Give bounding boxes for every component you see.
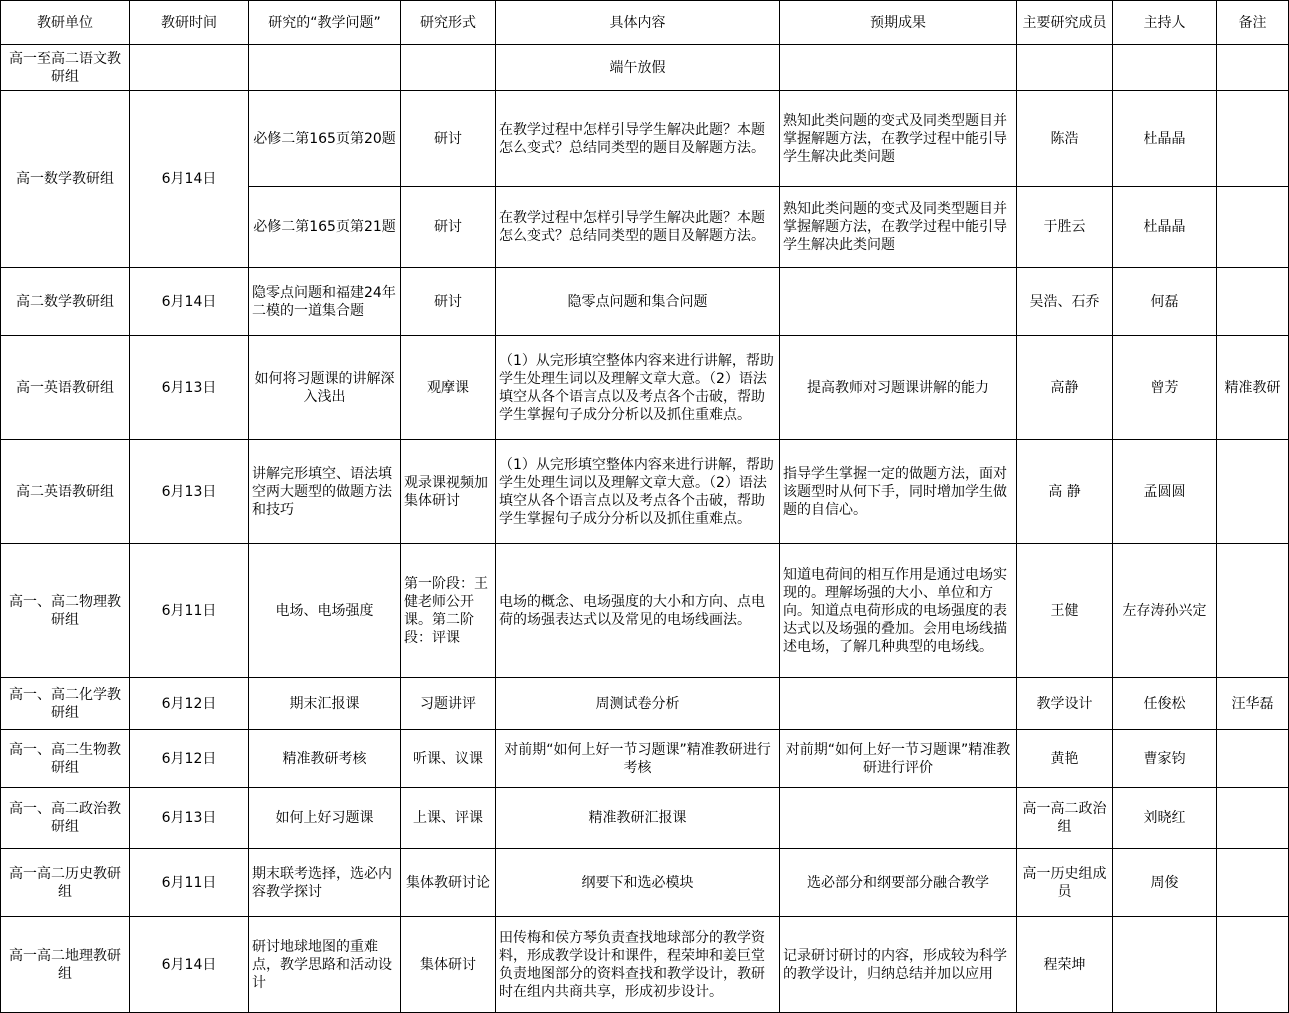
unit-cell: 高一数学教研组 <box>1 91 130 268</box>
time-cell: 6月11日 <box>130 849 249 917</box>
unit-cell: 高一、高二政治教研组 <box>1 788 130 849</box>
problem-cell: 期末汇报课 <box>249 678 401 730</box>
table-row <box>1 91 1289 187</box>
members-cell: 程荣坤 <box>1017 917 1113 1013</box>
form-cell: 第一阶段：王健老师公开课。第二阶段：评课 <box>401 544 496 678</box>
note-cell <box>1217 268 1289 336</box>
note-cell <box>1217 45 1289 91</box>
content-cell: （1）从完形填空整体内容来进行讲解，帮助学生处理生词以及理解文章大意。（2）语法填空从各个语言点以及考点各个击破，帮助学生掌握句子成分分析以及抓住重难点。 <box>496 336 780 440</box>
problem-cell: 期末联考选择，选必内容教学探讨 <box>249 849 401 917</box>
result-cell: 记录研讨研讨的内容，形成较为科学的教学设计，归纳总结并加以应用 <box>780 917 1017 1013</box>
members-cell: 吴浩、石乔 <box>1017 268 1113 336</box>
members-cell: 高一高二政治组 <box>1017 788 1113 849</box>
note-cell <box>1217 91 1289 187</box>
header-host: 主持人 <box>1113 1 1217 45</box>
content-cell: （1）从完形填空整体内容来进行讲解，帮助学生处理生词以及理解文章大意。（2）语法填空从各个语言点以及考点各个击破，帮助学生掌握句子成分分析以及抓住重难点。 <box>496 440 780 544</box>
problem-cell: 讲解完形填空、语法填空两大题型的做题方法和技巧 <box>249 440 401 544</box>
time-cell: 6月14日 <box>130 917 249 1013</box>
result-cell: 熟知此类问题的变式及同类型题目并掌握解题方法，在教学过程中能引导学生解决此类问题 <box>780 187 1017 268</box>
form-cell <box>401 45 496 91</box>
members-cell <box>1017 45 1113 91</box>
content-cell: 隐零点问题和集合问题 <box>496 268 780 336</box>
note-cell: 汪华磊 <box>1217 678 1289 730</box>
result-cell: 提高教师对习题课讲解的能力 <box>780 336 1017 440</box>
host-cell: 曹家钧 <box>1113 730 1217 788</box>
form-cell: 观录课视频加集体研讨 <box>401 440 496 544</box>
problem-cell: 如何将习题课的讲解深入浅出 <box>249 336 401 440</box>
table-row <box>1 544 1289 678</box>
content-cell: 周测试卷分析 <box>496 678 780 730</box>
table-row <box>1 45 1289 91</box>
result-cell <box>780 268 1017 336</box>
problem-cell: 电场、电场强度 <box>249 544 401 678</box>
members-cell: 于胜云 <box>1017 187 1113 268</box>
members-cell: 教学设计 <box>1017 678 1113 730</box>
problem-cell: 隐零点问题和福建24年二模的一道集合题 <box>249 268 401 336</box>
note-cell: 精准教研 <box>1217 336 1289 440</box>
header-content: 具体内容 <box>496 1 780 45</box>
form-cell: 研讨 <box>401 268 496 336</box>
result-cell: 知道电荷间的相互作用是通过电场实现的。理解场强的大小、单位和方向。知道点电荷形成的电场强度的表达式以及场强的叠加。会用电场线描述电场，了解几种典型的电场线。 <box>780 544 1017 678</box>
members-cell: 高 静 <box>1017 440 1113 544</box>
host-cell <box>1113 917 1217 1013</box>
result-cell: 选必部分和纲要部分融合教学 <box>780 849 1017 917</box>
time-cell: 6月13日 <box>130 788 249 849</box>
time-cell: 6月11日 <box>130 544 249 678</box>
members-cell: 黄艳 <box>1017 730 1113 788</box>
problem-cell <box>249 45 401 91</box>
time-cell: 6月14日 <box>130 268 249 336</box>
note-cell <box>1217 788 1289 849</box>
problem-cell: 精准教研考核 <box>249 730 401 788</box>
header-problem: 研究的“教学问题” <box>249 1 401 45</box>
header-form: 研究形式 <box>401 1 496 45</box>
table-row <box>1 336 1289 440</box>
form-cell: 研讨 <box>401 187 496 268</box>
host-cell: 曾芳 <box>1113 336 1217 440</box>
time-cell: 6月12日 <box>130 678 249 730</box>
host-cell: 任俊松 <box>1113 678 1217 730</box>
content-cell: 精准教研汇报课 <box>496 788 780 849</box>
result-cell: 熟知此类问题的变式及同类型题目并掌握解题方法，在教学过程中能引导学生解决此类问题 <box>780 91 1017 187</box>
unit-cell: 高一至高二语文教研组 <box>1 45 130 91</box>
unit-cell: 高一高二地理教研组 <box>1 917 130 1013</box>
unit-cell: 高一英语教研组 <box>1 336 130 440</box>
content-cell: 对前期“如何上好一节习题课”精准教研进行考核 <box>496 730 780 788</box>
form-cell: 研讨 <box>401 91 496 187</box>
unit-cell: 高二英语教研组 <box>1 440 130 544</box>
problem-cell: 必修二第165页第20题 <box>249 91 401 187</box>
result-cell <box>780 788 1017 849</box>
unit-cell: 高一高二历史教研组 <box>1 849 130 917</box>
note-cell <box>1217 730 1289 788</box>
header-members: 主要研究成员 <box>1017 1 1113 45</box>
table-row <box>1 730 1289 788</box>
result-cell <box>780 45 1017 91</box>
table-row <box>1 917 1289 1013</box>
content-cell: 纲要下和选必模块 <box>496 849 780 917</box>
members-cell: 高静 <box>1017 336 1113 440</box>
content-cell: 电场的概念、电场强度的大小和方向、点电荷的场强表达式以及常见的电场线画法。 <box>496 544 780 678</box>
header-row <box>1 1 1289 45</box>
header-result: 预期成果 <box>780 1 1017 45</box>
header-unit: 教研单位 <box>1 1 130 45</box>
problem-cell: 必修二第165页第21题 <box>249 187 401 268</box>
content-cell: 田传梅和侯方琴负责查找地球部分的教学资料，形成教学设计和课件，程荣坤和姜巨堂负责地图部分的资料查找和教学设计，教研时在组内共商共享，形成初步设计。 <box>496 917 780 1013</box>
time-cell: 6月13日 <box>130 440 249 544</box>
problem-cell: 研讨地球地图的重难点，教学思路和活动设计 <box>249 917 401 1013</box>
host-cell: 孟圆圆 <box>1113 440 1217 544</box>
time-cell: 6月14日 <box>130 91 249 268</box>
form-cell: 集体研讨 <box>401 917 496 1013</box>
note-cell <box>1217 440 1289 544</box>
result-cell: 指导学生掌握一定的做题方法，面对该题型时从何下手，同时增加学生做题的自信心。 <box>780 440 1017 544</box>
form-cell: 上课、评课 <box>401 788 496 849</box>
members-cell: 王健 <box>1017 544 1113 678</box>
problem-cell: 如何上好习题课 <box>249 788 401 849</box>
host-cell: 杜晶晶 <box>1113 91 1217 187</box>
host-cell: 左存涛孙兴定 <box>1113 544 1217 678</box>
table-row <box>1 678 1289 730</box>
time-cell: 6月12日 <box>130 730 249 788</box>
host-cell <box>1113 45 1217 91</box>
content-cell: 在教学过程中怎样引导学生解决此题？本题怎么变式？总结同类型的题目及解题方法。 <box>496 91 780 187</box>
host-cell: 周俊 <box>1113 849 1217 917</box>
time-cell: 6月13日 <box>130 336 249 440</box>
form-cell: 习题讲评 <box>401 678 496 730</box>
form-cell: 观摩课 <box>401 336 496 440</box>
note-cell <box>1217 187 1289 268</box>
host-cell: 刘晓红 <box>1113 788 1217 849</box>
table-row <box>1 788 1289 849</box>
members-cell: 陈浩 <box>1017 91 1113 187</box>
note-cell <box>1217 849 1289 917</box>
note-cell <box>1217 544 1289 678</box>
unit-cell: 高一、高二物理教研组 <box>1 544 130 678</box>
unit-cell: 高一、高二化学教研组 <box>1 678 130 730</box>
content-cell: 端午放假 <box>496 45 780 91</box>
form-cell: 集体教研讨论 <box>401 849 496 917</box>
table-row <box>1 849 1289 917</box>
host-cell: 何磊 <box>1113 268 1217 336</box>
table-row <box>1 440 1289 544</box>
unit-cell: 高二数学教研组 <box>1 268 130 336</box>
time-cell <box>130 45 249 91</box>
unit-cell: 高一、高二生物教研组 <box>1 730 130 788</box>
host-cell: 杜晶晶 <box>1113 187 1217 268</box>
result-cell: 对前期“如何上好一节习题课”精准教研进行评价 <box>780 730 1017 788</box>
form-cell: 听课、议课 <box>401 730 496 788</box>
header-time: 教研时间 <box>130 1 249 45</box>
content-cell: 在教学过程中怎样引导学生解决此题？本题怎么变式？总结同类型的题目及解题方法。 <box>496 187 780 268</box>
members-cell: 高一历史组成员 <box>1017 849 1113 917</box>
table-row <box>1 268 1289 336</box>
note-cell <box>1217 917 1289 1013</box>
result-cell <box>780 678 1017 730</box>
header-note: 备注 <box>1217 1 1289 45</box>
